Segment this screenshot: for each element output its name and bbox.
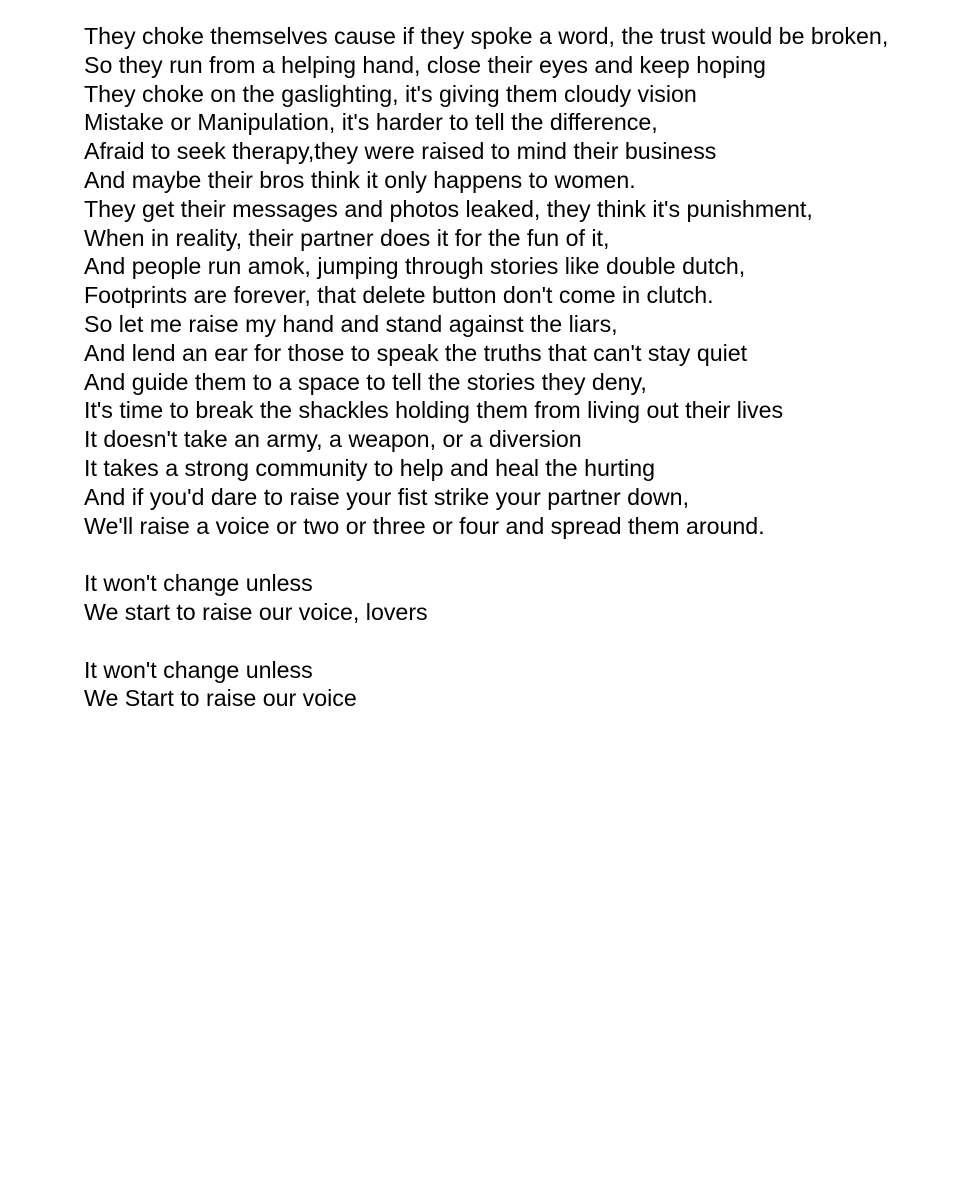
lyric-line: They choke on the gaslighting, it's giving them cloudy vision xyxy=(84,80,697,107)
lyric-line: Afraid to seek therapy,they were raised to mind their business xyxy=(84,138,717,165)
lyric-line: We Start to raise our voice xyxy=(84,685,357,712)
lyric-line: It won't change unless xyxy=(84,656,313,683)
lyric-line: It's time to break the shackles holding them from living out their lives xyxy=(84,397,784,424)
lyric-line: We'll raise a voice or two or three or four and spread them around. xyxy=(84,512,765,539)
lyric-line: It won't change unless xyxy=(84,570,313,597)
lyric-line: So let me raise my hand and stand against the liars, xyxy=(84,310,618,337)
lyric-line: And lend an ear for those to speak the truths that can't stay quiet xyxy=(84,339,748,366)
stanza-3 xyxy=(84,656,954,714)
lyric-line: Footprints are forever, that delete button don't come in clutch. xyxy=(84,282,714,309)
lyric-line: And maybe their bros think it only happens to women. xyxy=(84,166,636,193)
lyric-line: They choke themselves cause if they spoke a word, the trust would be broken, xyxy=(84,23,889,49)
lyrics-body xyxy=(84,22,954,742)
lyric-line: And if you'd dare to raise your fist strike your partner down, xyxy=(84,483,690,510)
stanza-2 xyxy=(84,569,954,627)
lyric-line: It doesn't take an army, a weapon, or a diversion xyxy=(84,426,582,453)
stanza-1 xyxy=(84,22,954,540)
lyric-line: They get their messages and photos leaked, they think it's punishment, xyxy=(84,195,813,222)
lyric-line: And people run amok, jumping through stories like double dutch, xyxy=(84,253,746,280)
lyric-line: And guide them to a space to tell the stories they deny, xyxy=(84,368,647,395)
lyric-line: Mistake or Manipulation, it's harder to tell the difference, xyxy=(84,109,658,136)
lyric-line: It takes a strong community to help and heal the hurting xyxy=(84,454,656,481)
lyric-line: We start to raise our voice, lovers xyxy=(84,598,428,625)
lyric-line: When in reality, their partner does it for the fun of it, xyxy=(84,224,610,251)
lyric-line: So they run from a helping hand, close their eyes and keep hoping xyxy=(84,51,766,78)
